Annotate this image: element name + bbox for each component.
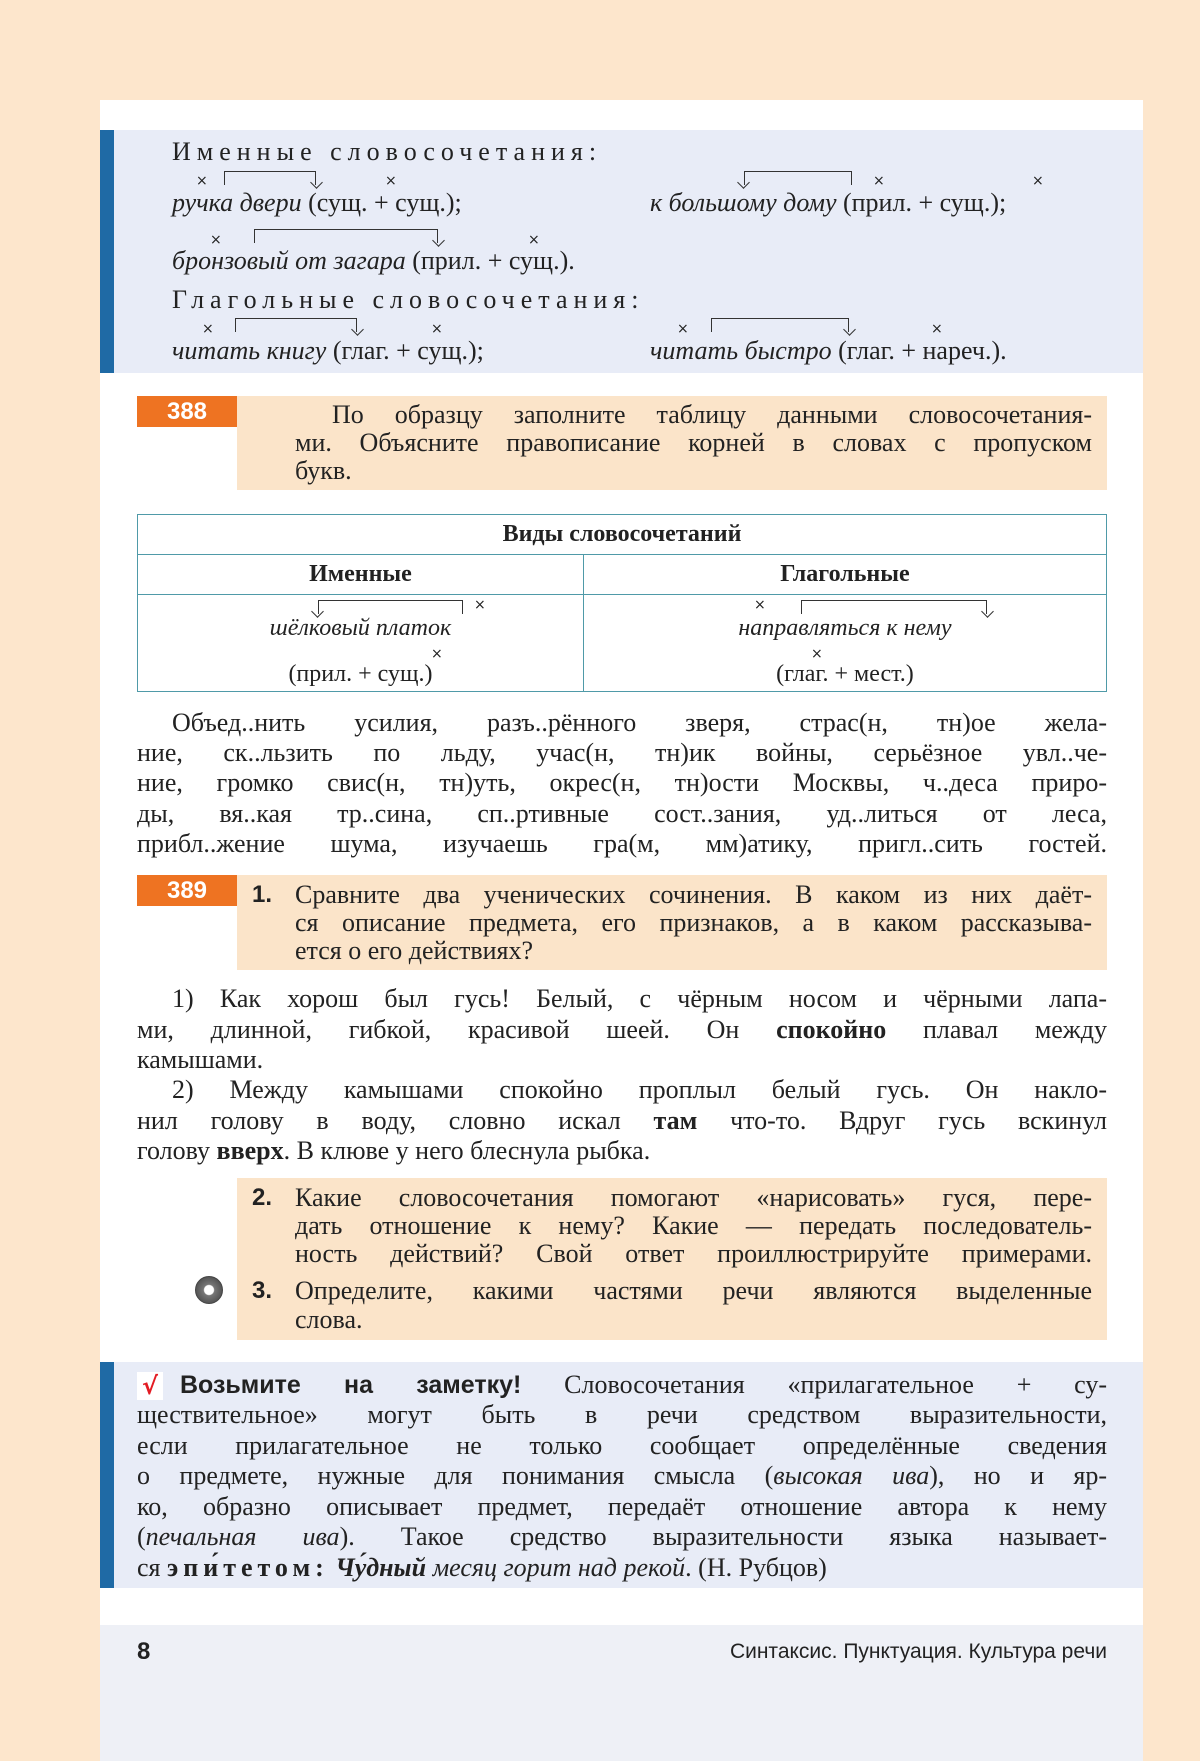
essay-line: 2) Между камышами спокойно проплыл белый гусь. Он накло- (172, 1075, 1107, 1104)
cross-mark: × (431, 646, 443, 662)
word-list-line: ды, вя..кая тр..сина, сп..ртивные сост..зания, уд..литься от леса, (137, 799, 1107, 828)
essay-line: камышами. (137, 1045, 264, 1074)
task-line: дать отношение к нему? Какие — передать последователь- (295, 1211, 1092, 1240)
dependency-arrow (224, 171, 316, 185)
cross-mark: × (210, 232, 222, 248)
dependency-arrow (711, 318, 849, 332)
cross-mark: × (202, 321, 214, 337)
note-line: ществительное» могут быть в речи средством выразительности, (137, 1400, 1107, 1429)
task-line: слова. (295, 1305, 363, 1334)
example-phrase: ручка двери (сущ. + сущ.); (172, 188, 462, 217)
essay-line: голову вверх. В клюве у него блеснула рыбка. (137, 1136, 651, 1165)
column-header-nominal: Именные (138, 555, 584, 595)
accent-bar (100, 130, 114, 373)
task-line: букв. (295, 456, 352, 485)
word-list-line: Объед..нить усилия, разъ..рённого зверя, страс(н, тн)ое жела- (172, 708, 1107, 737)
task-line: ся описание предмета, его признаков, а в каком рассказыва- (295, 908, 1092, 937)
task-number: 3. (252, 1277, 273, 1304)
task-line: По образцу заполните таблицу данными словосочетания- (332, 400, 1092, 429)
example-phrase: читать книгу (глаг. + сущ.); (172, 336, 484, 365)
note-line: ся эпи́тетом: Чу́дный месяц горит над рекой. (Н. Рубцов) (137, 1553, 827, 1582)
cell-type: (прил. + сущ.) (288, 661, 433, 687)
cross-mark: × (196, 173, 208, 189)
difficulty-flower-icon (195, 1276, 223, 1304)
task-line: ется о его действиях? (295, 936, 534, 965)
cross-mark: × (431, 321, 443, 337)
task-line: Определите, какими частями речи являются выделенные (295, 1276, 1092, 1305)
word-list-line: ние, громко свис(н, тн)уть, окрес(н, тн)ости Москвы, ч..деса приро- (137, 768, 1107, 797)
column-header-verbal: Глагольные (583, 555, 1106, 595)
task-number: 1. (252, 881, 273, 908)
dependency-arrow (254, 229, 438, 243)
example-phrase: к большому дому (прил. + сущ.); (650, 188, 1007, 217)
table-title: Виды словосочетаний (138, 515, 1107, 555)
cross-mark: × (474, 597, 486, 613)
task-number: 2. (252, 1184, 273, 1211)
cross-mark: × (385, 173, 397, 189)
cell-phrase: направляться к нему (738, 615, 952, 641)
running-title: Синтаксис. Пунктуация. Культура речи (729, 1640, 1107, 1663)
dependency-arrow (318, 600, 463, 614)
task-line: ми. Объясните правописание корней в словах с пропуском (295, 428, 1092, 457)
dependency-arrow (801, 600, 987, 614)
nominal-heading: Именные словосочетания: (172, 137, 603, 166)
note-line: (печальная ива). Такое средство выразительности языка называет- (137, 1522, 1107, 1551)
verbal-heading: Глагольные словосочетания: (172, 285, 645, 314)
cross-mark: × (1032, 173, 1044, 189)
task-line: Какие словосочетания помогают «нарисовать» гуся, пере- (295, 1183, 1092, 1212)
checkmark-icon: √ (137, 1372, 163, 1400)
cross-mark: × (811, 646, 823, 662)
essay-line: 1) Как хорош был гусь! Белый, с чёрным носом и чёрными лапа- (172, 984, 1107, 1013)
task-line: ность действий? Свой ответ проиллюстрируйте примерами. (295, 1239, 1092, 1268)
cell-type: (глаг. + мест.) (776, 661, 914, 687)
word-list-line: прибл..жение шума, изучаешь гра(м, мм)атику, пригл..сить гостей. (137, 829, 1107, 858)
cross-mark: × (873, 173, 885, 189)
exercise-number-389: 389 (137, 875, 237, 906)
note-line: о предмете, нужные для понимания смысла (высокая ива), но и яр- (137, 1461, 1108, 1490)
task-line: Сравните два ученических сочинения. В каком из них даёт- (295, 880, 1092, 909)
dependency-arrow (744, 171, 852, 185)
cross-mark: × (931, 321, 943, 337)
dependency-arrow (235, 318, 357, 332)
cross-mark: × (754, 597, 766, 613)
exercise-number-388: 388 (137, 396, 237, 427)
note-line: если прилагательное не только сообщает определённые сведения (137, 1431, 1107, 1460)
word-list-line: ние, ск..льзить по льду, учас(н, тн)ик войны, серьёзное увл..че- (137, 738, 1107, 767)
example-phrase: бронзовый от загара (прил. + сущ.). (172, 246, 575, 275)
cross-mark: × (677, 321, 689, 337)
page-number: 8 (137, 1638, 151, 1665)
note-line: Возьмите на заметку! Словосочетания «прилагательное + су- (180, 1370, 1108, 1399)
example-phrase: читать быстро (глаг. + нареч.). (650, 336, 1007, 365)
cell-phrase: шёлковый платок (269, 615, 452, 641)
cross-mark: × (528, 232, 540, 248)
essay-line: нил голову в воду, словно искал там что-то. Вдруг гусь вскинул (137, 1106, 1107, 1135)
note-line: ко, образно описывает предмет, передаёт отношение автора к нему (137, 1492, 1107, 1521)
essay-line: ми, длинной, гибкой, красивой шеей. Он спокойно плавал между (137, 1015, 1108, 1044)
accent-bar (100, 1362, 114, 1588)
